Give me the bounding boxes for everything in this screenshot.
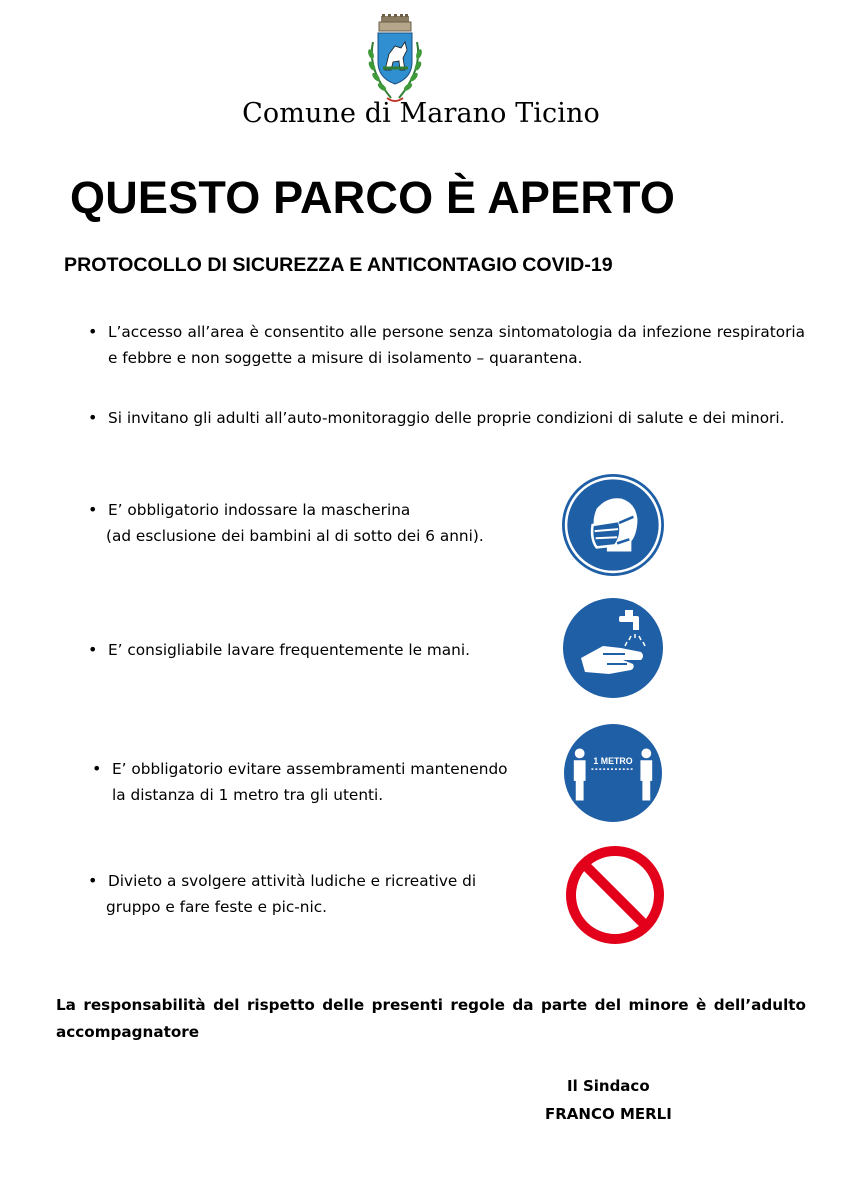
prohibition-icon [565, 845, 665, 945]
rule-self-monitoring [88, 405, 805, 431]
rule-text: E’ consigliabile lavare frequentemente le mani. [108, 641, 470, 659]
rule-text: Divieto a svolgere attività ludiche e ricreative di [108, 872, 477, 890]
rule-text-line2: la distanza di 1 metro tra gli utenti. [112, 786, 384, 804]
bullet-icon: • [88, 322, 98, 341]
rule-text: E’ obbligatorio evitare assembramenti mantenendo [112, 760, 508, 778]
distance-label: 1 METRO [593, 756, 633, 767]
municipality-name: Comune di Marano Ticino [242, 98, 600, 129]
page-title: QUESTO PARCO È APERTO [70, 172, 676, 223]
rule-hand-washing [88, 637, 528, 663]
bullet-icon: • [88, 871, 98, 890]
rule-text-line2: gruppo e fare feste e pic-nic. [106, 898, 328, 916]
responsibility-note: La responsabilità del rispetto delle presenti regole da parte del minore è dell’adulto accompagnatore [56, 996, 806, 1041]
rule-mask [88, 497, 528, 549]
bullet-icon: • [88, 500, 98, 519]
rule-text-line2: (ad esclusione dei bambini al di sotto dei 6 anni). [106, 527, 484, 545]
rule-access [88, 319, 805, 371]
bullet-icon: • [88, 640, 98, 659]
protocol-subtitle: PROTOCOLLO DI SICUREZZA E ANTICONTAGIO COVID-19 [64, 254, 613, 276]
social-distance-icon [564, 724, 662, 822]
signature-title: Il Sindaco [567, 1077, 650, 1095]
rule-text: Si invitano gli adulti all’auto-monitoraggio delle proprie condizioni di salute e dei minori. [108, 409, 785, 427]
bullet-icon: • [88, 408, 98, 427]
hand-washing-icon [563, 598, 663, 698]
rule-text: L’accesso all’area è consentito alle persone senza sintomatologia da infezione respiratoria e febbre e non soggette a misure di isolamento – quarantena. [108, 323, 805, 367]
face-mask-icon [562, 474, 664, 576]
municipal-crest-icon [365, 14, 425, 106]
bullet-icon: • [92, 759, 102, 778]
signature-name: FRANCO MERLI [545, 1105, 672, 1123]
rule-text: E’ obbligatorio indossare la mascherina [108, 501, 411, 519]
rule-distance [92, 756, 542, 808]
rule-prohibition [88, 868, 528, 920]
